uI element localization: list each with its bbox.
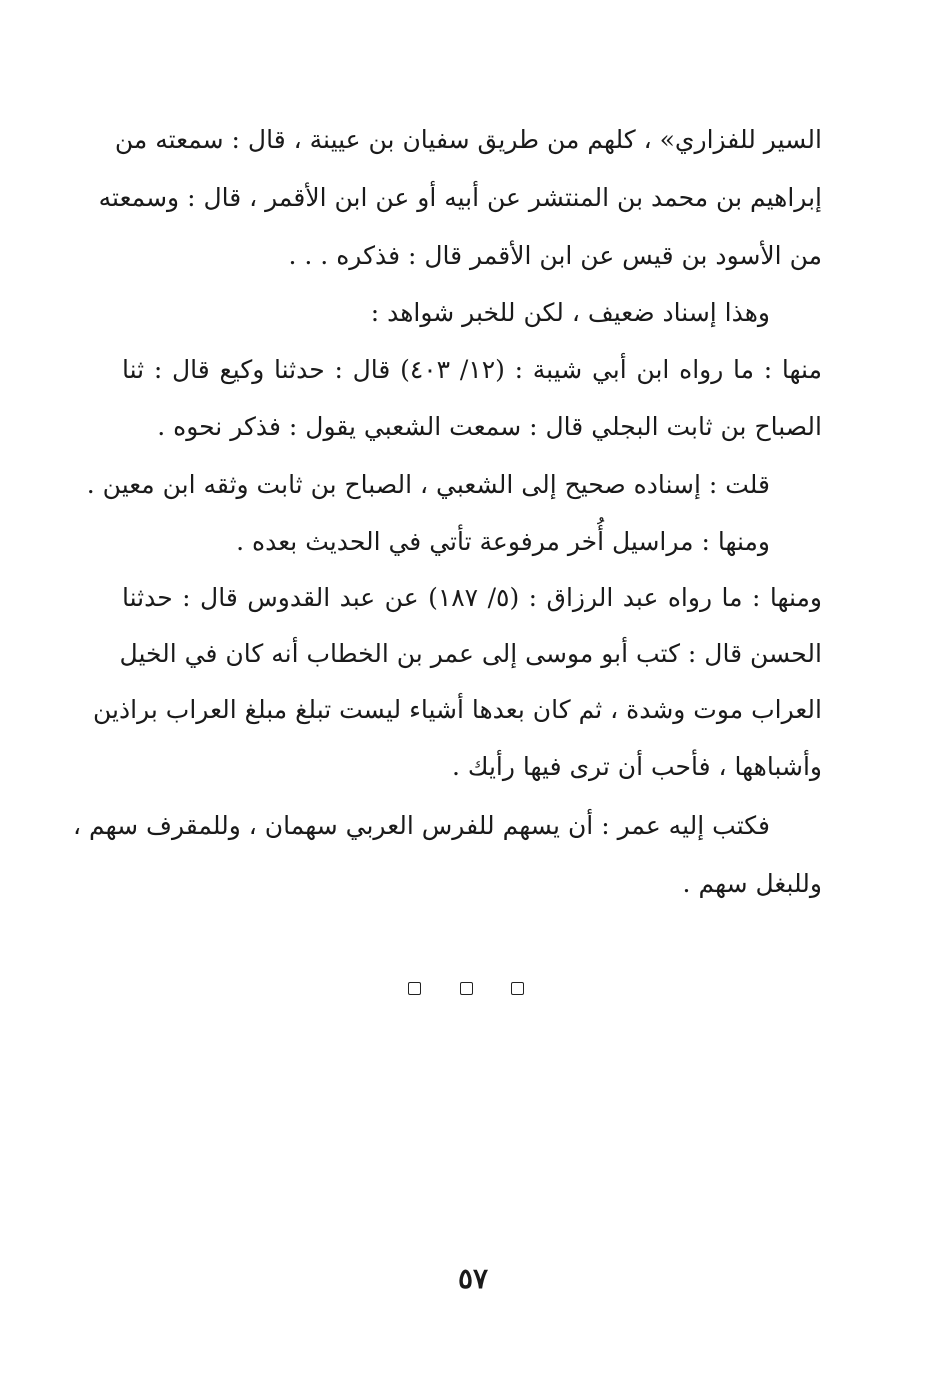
square-ornament-icon: [460, 982, 473, 995]
text-line-10: الحسن قال : كتب أبو موسى إلى عمر بن الخطاب أنه كان في الخيل: [119, 639, 822, 668]
page-number: ٥٧: [457, 1262, 489, 1295]
text-line-14: وللبغل سهم .: [682, 869, 822, 898]
section-divider-ornament: [408, 982, 524, 1000]
text-line-6: الصباح بن ثابت البجلي قال : سمعت الشعبي يقول : فذكر نحوه .: [157, 412, 822, 441]
text-line-8: ومنها : مراسيل أُخر مرفوعة تأتي في الحديث بعده .: [236, 527, 770, 556]
text-line-4: وهذا إسناد ضعيف ، لكن للخبر شواهد :: [370, 298, 770, 327]
text-line-12: وأشباهها ، فأحب أن ترى فيها رأيك .: [452, 752, 822, 781]
text-line-11: العراب موت وشدة ، ثم كان بعدها أشياء ليست تبلغ مبلغ العراب براذين: [93, 695, 822, 724]
text-line-7: قلت : إسناده صحيح إلى الشعبي ، الصباح بن ثابت وثقه ابن معين .: [86, 470, 770, 499]
text-line-1: السير للفزاري» ، كلهم من طريق سفيان بن عيينة ، قال : سمعته من: [114, 125, 822, 154]
text-line-5: منها : ما رواه ابن أبي شيبة : (١٢/ ٤٠٣) قال : حدثنا وكيع قال : ثنا: [122, 355, 822, 384]
text-line-2: إبراهيم بن محمد بن المنتشر عن أبيه أو عن ابن الأقمر ، قال : وسمعته: [98, 183, 822, 212]
text-line-9: ومنها : ما رواه عبد الرزاق : (٥/ ١٨٧) عن عبد القدوس قال : حدثنا: [122, 583, 822, 612]
text-line-13: فكتب إليه عمر : أن يسهم للفرس العربي سهمان ، وللمقرف سهم ،: [72, 811, 770, 840]
square-ornament-icon: [511, 982, 524, 995]
square-ornament-icon: [408, 982, 421, 995]
text-line-3: من الأسود بن قيس عن ابن الأقمر قال : فذكره . . .: [288, 241, 822, 270]
